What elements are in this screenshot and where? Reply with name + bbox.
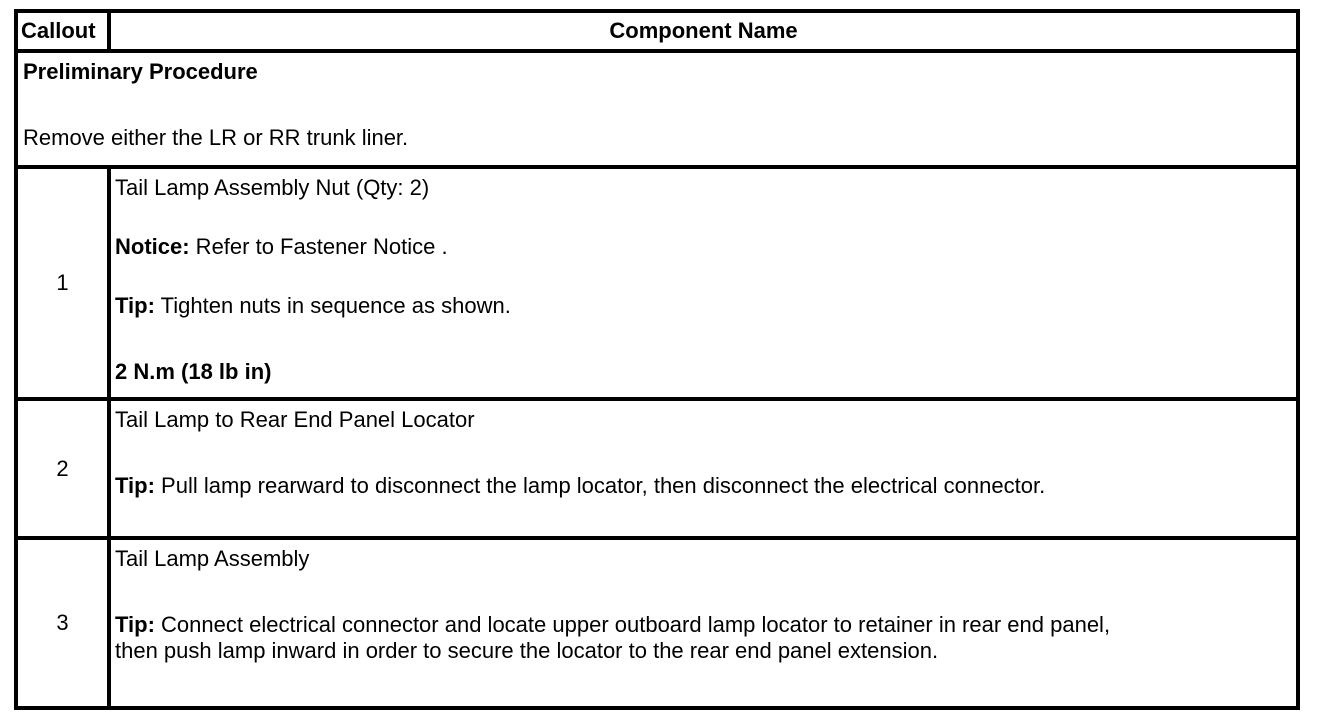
preliminary-row <box>16 51 1298 166</box>
tip-text: Tighten nuts in sequence as shown. <box>154 292 511 318</box>
header-callout: Callout <box>16 11 109 51</box>
preliminary-text: Remove either the LR or RR trunk liner. <box>23 125 409 151</box>
callout-number: 2 <box>16 399 109 538</box>
tip-text: Connect electrical connector and locate upper outboard lamp locator to retainer in rear end panel, <box>154 612 1111 638</box>
tip-text-continued: then push lamp inward in order to secure the locator to the rear end panel extension. <box>115 638 939 664</box>
tip-text: Pull lamp rearward to disconnect the lamp locator, then disconnect the electrical connector. <box>154 472 1046 498</box>
procedure-table <box>14 9 1300 710</box>
component-cell <box>109 538 1298 708</box>
preliminary-cell <box>16 51 1298 166</box>
notice-text: Refer to Fastener Notice . <box>189 233 448 259</box>
callout-number: 1 <box>16 167 109 399</box>
header-component-name: Component Name <box>109 11 1298 51</box>
component-cell <box>109 167 1298 399</box>
tip-label: Tip: <box>115 292 155 318</box>
tip-line <box>115 293 1296 319</box>
tip-label: Tip: <box>115 612 155 638</box>
table-row <box>16 399 1298 538</box>
callout-number: 3 <box>16 538 109 708</box>
component-name: Tail Lamp Assembly Nut (Qty: 2) <box>115 174 430 200</box>
component-name: Tail Lamp to Rear End Panel Locator <box>115 406 475 432</box>
tip-label: Tip: <box>115 472 155 498</box>
table-row <box>16 538 1298 708</box>
tip-line <box>115 473 1296 499</box>
notice-line <box>115 234 1296 260</box>
component-name: Tail Lamp Assembly <box>115 546 310 572</box>
notice-label: Notice: <box>115 233 190 259</box>
preliminary-title: Preliminary Procedure <box>23 59 258 85</box>
tip-line <box>115 612 1296 638</box>
table-row <box>16 167 1298 399</box>
torque-spec: 2 N.m (18 lb in) <box>115 358 272 384</box>
table-header-row <box>16 11 1298 51</box>
component-cell <box>109 399 1298 538</box>
